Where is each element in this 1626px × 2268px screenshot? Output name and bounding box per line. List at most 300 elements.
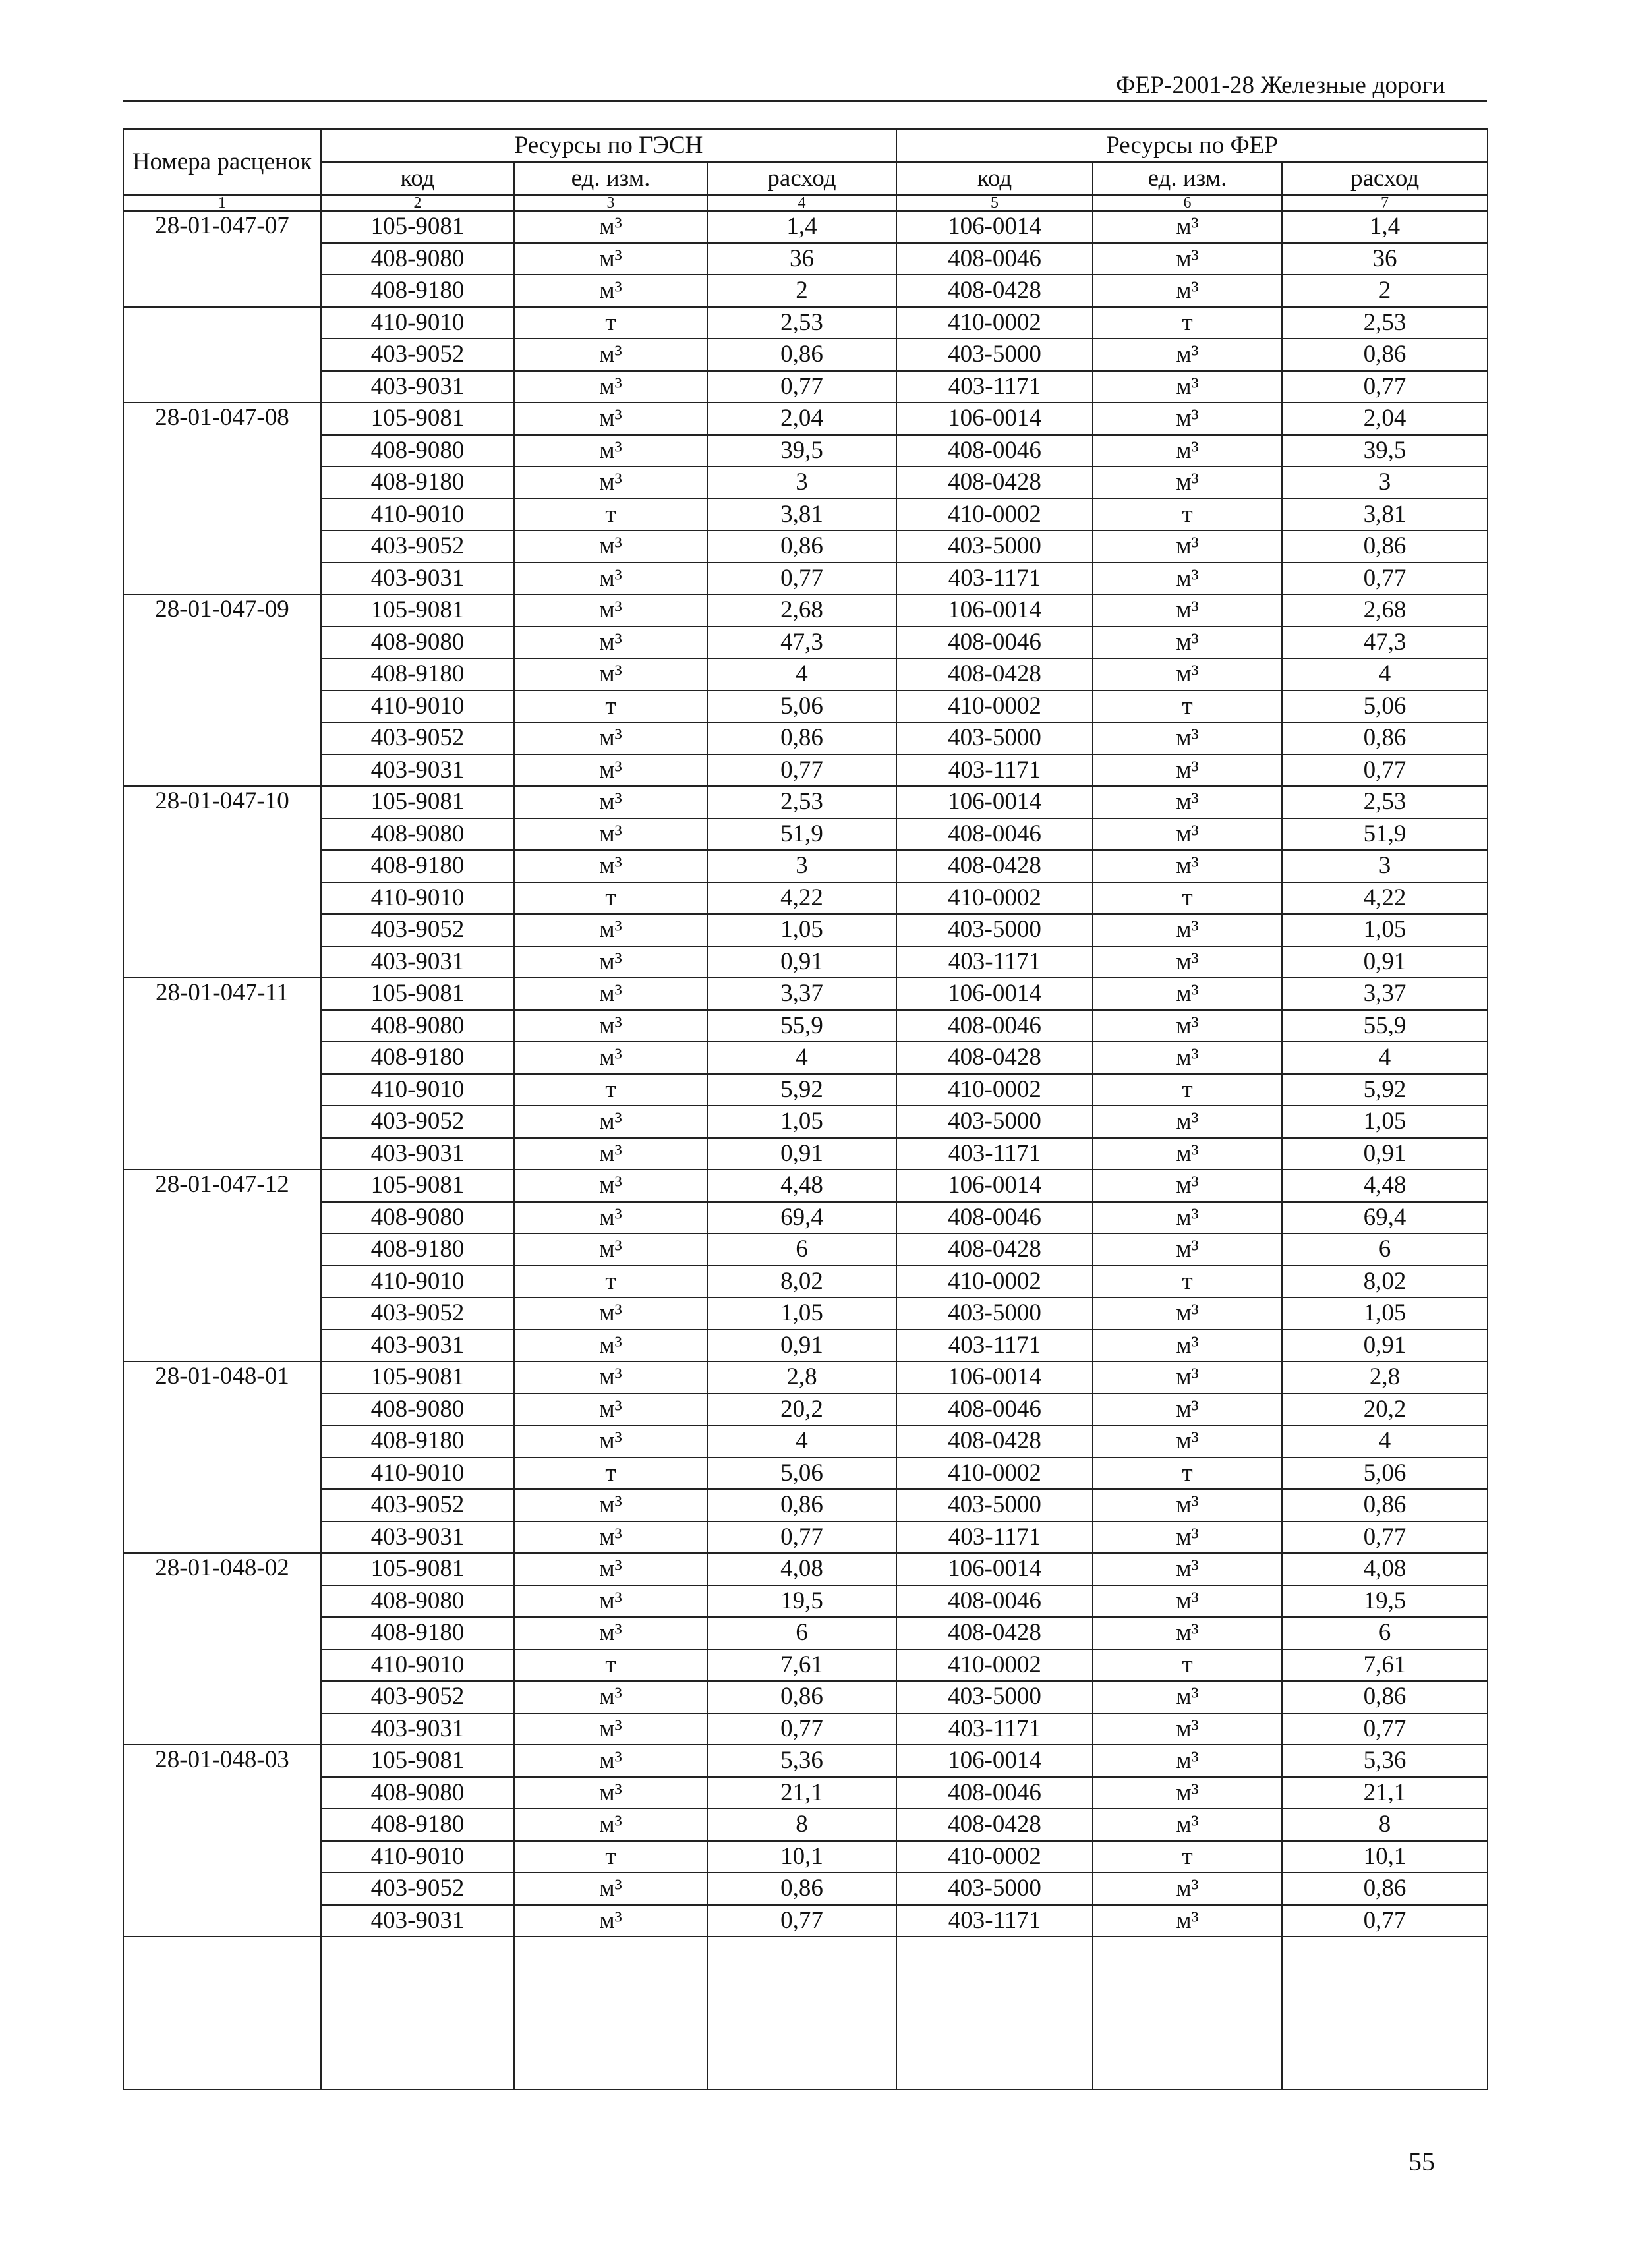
gesn-code-cell: 105-9081 <box>321 403 514 435</box>
gesn-consumption-cell: 47,3 <box>707 627 896 659</box>
gesn-consumption-cell: 4,08 <box>707 1553 896 1585</box>
table-row <box>123 275 1488 307</box>
table-row <box>123 691 1488 723</box>
gesn-unit-cell: м³ <box>514 1330 707 1362</box>
fer-unit-header: ед. изм. <box>1093 162 1282 195</box>
fer-unit-cell: т <box>1093 1266 1282 1298</box>
fer-code-cell: 408-0046 <box>896 243 1093 275</box>
gesn-unit-cell: м³ <box>514 275 707 307</box>
fer-unit-cell: м³ <box>1093 1425 1282 1458</box>
gesn-unit-cell: м³ <box>514 467 707 499</box>
gesn-unit-cell: т <box>514 882 707 915</box>
fer-code-cell: 408-0046 <box>896 627 1093 659</box>
fer-consumption-cell: 1,05 <box>1282 914 1488 946</box>
gesn-consumption-cell: 10,1 <box>707 1841 896 1873</box>
gesn-consumption-cell: 51,9 <box>707 818 896 851</box>
fer-consumption-cell: 0,86 <box>1282 339 1488 371</box>
gesn-code-cell: 105-9081 <box>321 786 514 818</box>
table-row <box>123 1585 1488 1618</box>
gesn-consumption-cell: 0,77 <box>707 1905 896 1937</box>
gesn-code-cell: 403-9052 <box>321 1106 514 1138</box>
gesn-unit-cell: м³ <box>514 978 707 1010</box>
fer-consumption-cell: 6 <box>1282 1233 1488 1266</box>
column-number: 5 <box>896 195 1093 211</box>
gesn-code-cell: 403-9031 <box>321 1138 514 1170</box>
gesn-consumption-cell: 1,05 <box>707 1297 896 1330</box>
table-row <box>123 1170 1488 1202</box>
table-row <box>123 467 1488 499</box>
fer-code-cell: 410-0002 <box>896 1266 1093 1298</box>
fer-code-cell: 403-1171 <box>896 1521 1093 1554</box>
table-row <box>123 1138 1488 1170</box>
column-number: 4 <box>707 195 896 211</box>
fer-consumption-cell: 0,86 <box>1282 1681 1488 1713</box>
gesn-code-cell: 105-9081 <box>321 211 514 243</box>
fer-unit-cell: м³ <box>1093 1489 1282 1521</box>
gesn-unit-cell: м³ <box>514 1394 707 1426</box>
gesn-consumption-cell: 3 <box>707 467 896 499</box>
gesn-consumption-cell: 8 <box>707 1809 896 1841</box>
gesn-unit-cell: м³ <box>514 1617 707 1649</box>
fer-unit-cell: м³ <box>1093 435 1282 467</box>
gesn-unit-cell: м³ <box>514 850 707 882</box>
gesn-unit-cell: м³ <box>514 946 707 978</box>
gesn-code-cell: 105-9081 <box>321 978 514 1010</box>
gesn-code-header: код <box>321 162 514 195</box>
gesn-code-cell: 410-9010 <box>321 1649 514 1682</box>
fer-code-cell: 408-0046 <box>896 1777 1093 1809</box>
gesn-code-cell: 105-9081 <box>321 1745 514 1777</box>
table-row <box>123 754 1488 787</box>
gesn-consumption-cell: 5,06 <box>707 691 896 723</box>
gesn-consumption-cell: 20,2 <box>707 1394 896 1426</box>
table-row <box>123 1713 1488 1745</box>
page-number: 55 <box>1408 2147 1435 2176</box>
table-row <box>123 1649 1488 1682</box>
table-row <box>123 1074 1488 1106</box>
fer-code-cell: 408-0428 <box>896 658 1093 691</box>
fer-unit-cell: м³ <box>1093 786 1282 818</box>
gesn-code-cell: 403-9052 <box>321 1873 514 1905</box>
fer-unit-cell: т <box>1093 499 1282 531</box>
fer-code-cell: 403-5000 <box>896 1106 1093 1138</box>
gesn-unit-cell: м³ <box>514 1553 707 1585</box>
fer-consumption-cell: 0,77 <box>1282 1905 1488 1937</box>
column-number: 2 <box>321 195 514 211</box>
gesn-consumption-cell: 5,06 <box>707 1458 896 1490</box>
fer-resources-header: Ресурсы по ФЕР <box>896 129 1488 162</box>
gesn-unit-cell: т <box>514 1649 707 1682</box>
gesn-unit-cell: м³ <box>514 1521 707 1554</box>
gesn-code-cell: 408-9080 <box>321 1202 514 1234</box>
gesn-code-cell: 410-9010 <box>321 1841 514 1873</box>
fer-consumption-cell: 2 <box>1282 275 1488 307</box>
fer-consumption-cell: 4,08 <box>1282 1553 1488 1585</box>
table-row <box>123 1777 1488 1809</box>
fer-unit-cell: м³ <box>1093 1042 1282 1074</box>
table-row <box>123 658 1488 691</box>
fer-consumption-cell: 47,3 <box>1282 627 1488 659</box>
gesn-code-cell: 403-9031 <box>321 563 514 595</box>
rate-number-cell: 28-01-047-09 <box>123 594 321 786</box>
fer-unit-cell: м³ <box>1093 563 1282 595</box>
table-row <box>123 339 1488 371</box>
fer-consumption-cell: 0,86 <box>1282 1489 1488 1521</box>
gesn-consumption-cell: 7,61 <box>707 1649 896 1682</box>
gesn-unit-cell: м³ <box>514 1905 707 1937</box>
gesn-code-cell: 410-9010 <box>321 1458 514 1490</box>
gesn-unit-cell: м³ <box>514 530 707 563</box>
gesn-consumption-cell: 0,91 <box>707 1330 896 1362</box>
gesn-consumption-cell: 0,77 <box>707 1521 896 1554</box>
fer-unit-cell: т <box>1093 307 1282 339</box>
fer-consumption-cell: 2,53 <box>1282 307 1488 339</box>
document-header-title: ФЕР-2001-28 Железные дороги <box>1116 72 1445 99</box>
gesn-code-cell: 408-9080 <box>321 435 514 467</box>
gesn-code-cell: 403-9031 <box>321 1905 514 1937</box>
fer-consumption-cell: 5,92 <box>1282 1074 1488 1106</box>
table-row <box>123 1617 1488 1649</box>
fer-consumption-cell: 1,05 <box>1282 1106 1488 1138</box>
gesn-unit-cell: м³ <box>514 435 707 467</box>
gesn-consumption-cell: 3,81 <box>707 499 896 531</box>
gesn-consumption-cell: 4,22 <box>707 882 896 915</box>
gesn-unit-cell: м³ <box>514 563 707 595</box>
fer-unit-cell: т <box>1093 1841 1282 1873</box>
fer-consumption-cell: 3,37 <box>1282 978 1488 1010</box>
fer-unit-cell: м³ <box>1093 1617 1282 1649</box>
empty-filler-row <box>123 1937 1488 2089</box>
fer-consumption-cell: 0,91 <box>1282 946 1488 978</box>
fer-code-cell: 408-0046 <box>896 1585 1093 1618</box>
fer-code-cell: 408-0046 <box>896 435 1093 467</box>
rate-number-cell: 28-01-047-07 <box>123 211 321 307</box>
fer-unit-cell: м³ <box>1093 722 1282 754</box>
gesn-consumption-cell: 2,8 <box>707 1361 896 1394</box>
gesn-code-cell: 408-9180 <box>321 1233 514 1266</box>
gesn-consumption-cell: 4,48 <box>707 1170 896 1202</box>
gesn-consumption-cell: 0,86 <box>707 1873 896 1905</box>
gesn-consumption-cell: 0,77 <box>707 1713 896 1745</box>
gesn-consumption-cell: 0,86 <box>707 339 896 371</box>
fer-unit-cell: м³ <box>1093 1777 1282 1809</box>
gesn-unit-cell: м³ <box>514 371 707 403</box>
rate-number-cell: 28-01-047-08 <box>123 403 321 594</box>
table-row <box>123 1266 1488 1298</box>
fer-unit-cell: м³ <box>1093 594 1282 627</box>
fer-consumption-cell: 0,77 <box>1282 563 1488 595</box>
fer-unit-cell: м³ <box>1093 914 1282 946</box>
gesn-code-cell: 410-9010 <box>321 499 514 531</box>
fer-code-cell: 403-5000 <box>896 1489 1093 1521</box>
rate-number-cell: 28-01-048-01 <box>123 1361 321 1553</box>
fer-unit-cell: м³ <box>1093 530 1282 563</box>
fer-consumption-cell: 8,02 <box>1282 1266 1488 1298</box>
fer-unit-cell: м³ <box>1093 1170 1282 1202</box>
table-body <box>123 211 1488 2089</box>
gesn-code-cell: 408-9180 <box>321 275 514 307</box>
fer-consumption-cell: 2,68 <box>1282 594 1488 627</box>
gesn-consumption-cell: 39,5 <box>707 435 896 467</box>
gesn-unit-cell: м³ <box>514 722 707 754</box>
fer-unit-cell: м³ <box>1093 467 1282 499</box>
gesn-code-cell: 105-9081 <box>321 1361 514 1394</box>
fer-consumption-cell: 2,53 <box>1282 786 1488 818</box>
fer-code-cell: 106-0014 <box>896 978 1093 1010</box>
fer-unit-cell: м³ <box>1093 1106 1282 1138</box>
fer-code-cell: 408-0428 <box>896 1042 1093 1074</box>
gesn-code-cell: 403-9052 <box>321 1681 514 1713</box>
table-row <box>123 243 1488 275</box>
fer-code-cell: 106-0014 <box>896 211 1093 243</box>
fer-unit-cell: м³ <box>1093 1233 1282 1266</box>
fer-code-cell: 403-1171 <box>896 1138 1093 1170</box>
gesn-consumption-cell: 0,77 <box>707 371 896 403</box>
header-rule <box>123 100 1487 102</box>
table-row <box>123 563 1488 595</box>
fer-code-cell: 106-0014 <box>896 1553 1093 1585</box>
fer-consumption-cell: 0,77 <box>1282 1713 1488 1745</box>
rate-numbers-header: Номера расценок <box>123 129 321 195</box>
table-row <box>123 1425 1488 1458</box>
fer-code-cell: 403-1171 <box>896 1905 1093 1937</box>
gesn-code-cell: 403-9031 <box>321 1330 514 1362</box>
gesn-unit-cell: м³ <box>514 1170 707 1202</box>
fer-unit-cell: м³ <box>1093 978 1282 1010</box>
gesn-consumption-cell: 2 <box>707 275 896 307</box>
gesn-resources-header: Ресурсы по ГЭСН <box>321 129 896 162</box>
fer-code-cell: 403-1171 <box>896 563 1093 595</box>
gesn-code-cell: 403-9052 <box>321 1489 514 1521</box>
table-row <box>123 1873 1488 1905</box>
gesn-code-cell: 408-9180 <box>321 1042 514 1074</box>
fer-consumption-cell: 0,91 <box>1282 1138 1488 1170</box>
fer-unit-cell: м³ <box>1093 1202 1282 1234</box>
fer-unit-cell: м³ <box>1093 339 1282 371</box>
fer-consumption-cell: 1,05 <box>1282 1297 1488 1330</box>
gesn-code-cell: 408-9080 <box>321 1394 514 1426</box>
gesn-unit-cell: м³ <box>514 786 707 818</box>
gesn-code-cell: 105-9081 <box>321 1170 514 1202</box>
fer-code-cell: 403-1171 <box>896 371 1093 403</box>
gesn-consumption-header: расход <box>707 162 896 195</box>
gesn-unit-cell: м³ <box>514 1745 707 1777</box>
fer-consumption-cell: 4 <box>1282 1042 1488 1074</box>
fer-code-cell: 106-0014 <box>896 594 1093 627</box>
fer-unit-cell: м³ <box>1093 371 1282 403</box>
gesn-consumption-cell: 3 <box>707 850 896 882</box>
gesn-unit-cell: т <box>514 499 707 531</box>
gesn-code-cell: 408-9080 <box>321 1777 514 1809</box>
table-row <box>123 818 1488 851</box>
gesn-consumption-cell: 0,91 <box>707 946 896 978</box>
gesn-unit-cell: т <box>514 1074 707 1106</box>
fer-unit-cell: м³ <box>1093 1905 1282 1937</box>
fer-code-cell: 408-0428 <box>896 1233 1093 1266</box>
fer-code-cell: 403-5000 <box>896 1297 1093 1330</box>
fer-consumption-cell: 4,22 <box>1282 882 1488 915</box>
rate-number-cell: 28-01-047-11 <box>123 978 321 1170</box>
gesn-consumption-cell: 0,86 <box>707 530 896 563</box>
gesn-unit-cell: т <box>514 1841 707 1873</box>
gesn-code-cell: 403-9052 <box>321 722 514 754</box>
fer-unit-cell: м³ <box>1093 1394 1282 1426</box>
empty-cell <box>123 1937 321 2089</box>
empty-cell <box>896 1937 1093 2089</box>
fer-consumption-cell: 5,36 <box>1282 1745 1488 1777</box>
table-row <box>123 530 1488 563</box>
gesn-unit-cell: м³ <box>514 754 707 787</box>
gesn-code-cell: 105-9081 <box>321 594 514 627</box>
fer-consumption-cell: 51,9 <box>1282 818 1488 851</box>
gesn-code-cell: 408-9180 <box>321 467 514 499</box>
fer-consumption-cell: 0,77 <box>1282 1521 1488 1554</box>
table-row <box>123 1681 1488 1713</box>
gesn-code-cell: 408-9080 <box>321 1585 514 1618</box>
gesn-code-cell: 403-9052 <box>321 339 514 371</box>
fer-unit-cell: м³ <box>1093 1553 1282 1585</box>
gesn-code-cell: 408-9080 <box>321 243 514 275</box>
fer-consumption-cell: 21,1 <box>1282 1777 1488 1809</box>
gesn-consumption-cell: 4 <box>707 658 896 691</box>
fer-unit-cell: м³ <box>1093 1681 1282 1713</box>
table-row <box>123 1361 1488 1394</box>
fer-consumption-cell: 55,9 <box>1282 1010 1488 1042</box>
gesn-consumption-cell: 19,5 <box>707 1585 896 1618</box>
gesn-unit-cell: т <box>514 1266 707 1298</box>
table-row <box>123 594 1488 627</box>
gesn-unit-cell: м³ <box>514 1681 707 1713</box>
table-row <box>123 1841 1488 1873</box>
rate-number-cell: 28-01-047-12 <box>123 1170 321 1361</box>
fer-code-cell: 403-5000 <box>896 339 1093 371</box>
gesn-code-cell: 408-9180 <box>321 1425 514 1458</box>
fer-consumption-cell: 4 <box>1282 1425 1488 1458</box>
fer-code-cell: 410-0002 <box>896 1458 1093 1490</box>
table-row <box>123 627 1488 659</box>
fer-consumption-cell: 0,91 <box>1282 1330 1488 1362</box>
fer-consumption-cell: 10,1 <box>1282 1841 1488 1873</box>
fer-code-header: код <box>896 162 1093 195</box>
fer-unit-cell: м³ <box>1093 754 1282 787</box>
fer-code-cell: 408-0046 <box>896 1202 1093 1234</box>
table-row <box>123 1330 1488 1362</box>
fer-code-cell: 408-0046 <box>896 1010 1093 1042</box>
table-row <box>123 978 1488 1010</box>
fer-code-cell: 106-0014 <box>896 1170 1093 1202</box>
gesn-code-cell: 403-9031 <box>321 1521 514 1554</box>
table-row <box>123 1394 1488 1426</box>
gesn-unit-cell: м³ <box>514 594 707 627</box>
gesn-consumption-cell: 2,04 <box>707 403 896 435</box>
fer-code-cell: 408-0046 <box>896 1394 1093 1426</box>
gesn-consumption-cell: 36 <box>707 243 896 275</box>
gesn-code-cell: 410-9010 <box>321 1266 514 1298</box>
gesn-consumption-cell: 2,68 <box>707 594 896 627</box>
fer-code-cell: 410-0002 <box>896 307 1093 339</box>
table-row <box>123 1809 1488 1841</box>
gesn-code-cell: 403-9052 <box>321 914 514 946</box>
fer-code-cell: 408-0428 <box>896 850 1093 882</box>
empty-cell <box>1282 1937 1488 2089</box>
fer-consumption-cell: 3,81 <box>1282 499 1488 531</box>
gesn-unit-cell: м³ <box>514 1361 707 1394</box>
gesn-consumption-cell: 0,86 <box>707 1681 896 1713</box>
fer-consumption-cell: 0,86 <box>1282 530 1488 563</box>
gesn-code-cell: 410-9010 <box>321 882 514 915</box>
gesn-code-cell: 403-9031 <box>321 754 514 787</box>
gesn-unit-cell: м³ <box>514 1042 707 1074</box>
fer-consumption-header: расход <box>1282 162 1488 195</box>
fer-code-cell: 410-0002 <box>896 1649 1093 1682</box>
table-row <box>123 1458 1488 1490</box>
table-row <box>123 914 1488 946</box>
gesn-code-cell: 403-9031 <box>321 371 514 403</box>
fer-unit-cell: м³ <box>1093 627 1282 659</box>
gesn-unit-cell: м³ <box>514 1297 707 1330</box>
gesn-unit-cell: м³ <box>514 1010 707 1042</box>
fer-code-cell: 106-0014 <box>896 786 1093 818</box>
table-row <box>123 1202 1488 1234</box>
gesn-unit-cell: м³ <box>514 1233 707 1266</box>
gesn-code-cell: 408-9080 <box>321 1010 514 1042</box>
fer-code-cell: 403-1171 <box>896 754 1093 787</box>
fer-unit-cell: т <box>1093 882 1282 915</box>
gesn-unit-cell: м³ <box>514 1809 707 1841</box>
fer-consumption-cell: 5,06 <box>1282 691 1488 723</box>
column-number: 6 <box>1093 195 1282 211</box>
fer-consumption-cell: 6 <box>1282 1617 1488 1649</box>
table-row <box>123 499 1488 531</box>
fer-unit-cell: м³ <box>1093 850 1282 882</box>
fer-code-cell: 410-0002 <box>896 1074 1093 1106</box>
column-number: 1 <box>123 195 321 211</box>
gesn-unit-cell: м³ <box>514 1138 707 1170</box>
fer-unit-cell: м³ <box>1093 1745 1282 1777</box>
rate-number-cell: 28-01-048-02 <box>123 1553 321 1745</box>
gesn-unit-cell: м³ <box>514 403 707 435</box>
table-row <box>123 1297 1488 1330</box>
fer-consumption-cell: 0,77 <box>1282 754 1488 787</box>
fer-code-cell: 408-0428 <box>896 1425 1093 1458</box>
fer-unit-cell: м³ <box>1093 211 1282 243</box>
fer-consumption-cell: 39,5 <box>1282 435 1488 467</box>
gesn-unit-cell: т <box>514 307 707 339</box>
fer-consumption-cell: 1,4 <box>1282 211 1488 243</box>
fer-consumption-cell: 2,8 <box>1282 1361 1488 1394</box>
gesn-unit-cell: м³ <box>514 1489 707 1521</box>
fer-consumption-cell: 7,61 <box>1282 1649 1488 1682</box>
table-row <box>123 1233 1488 1266</box>
fer-code-cell: 403-5000 <box>896 914 1093 946</box>
table-row <box>123 307 1488 339</box>
empty-cell <box>1093 1937 1282 2089</box>
fer-code-cell: 410-0002 <box>896 691 1093 723</box>
gesn-consumption-cell: 1,05 <box>707 1106 896 1138</box>
fer-unit-cell: м³ <box>1093 1361 1282 1394</box>
fer-unit-cell: м³ <box>1093 658 1282 691</box>
fer-code-cell: 410-0002 <box>896 882 1093 915</box>
table-row <box>123 1745 1488 1777</box>
gesn-code-cell: 403-9031 <box>321 946 514 978</box>
gesn-code-cell: 105-9081 <box>321 1553 514 1585</box>
gesn-unit-cell: м³ <box>514 243 707 275</box>
fer-code-cell: 408-0428 <box>896 275 1093 307</box>
table-row <box>123 1106 1488 1138</box>
gesn-consumption-cell: 2,53 <box>707 307 896 339</box>
fer-unit-cell: м³ <box>1093 1010 1282 1042</box>
fer-unit-cell: м³ <box>1093 1713 1282 1745</box>
